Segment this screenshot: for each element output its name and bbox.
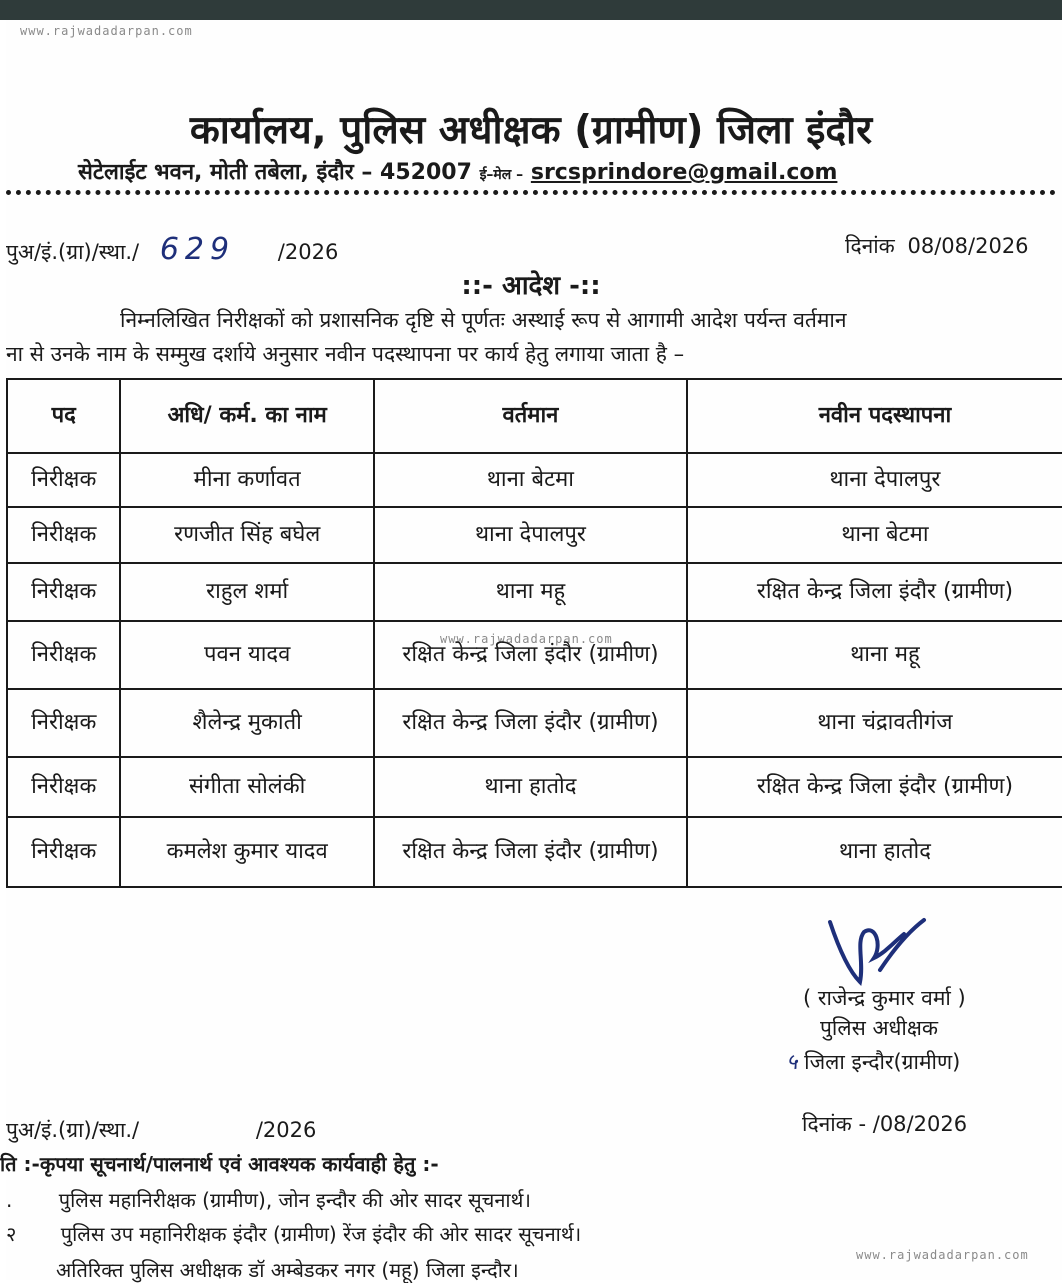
office-title: कार्यालय, पुलिस अधीक्षक (ग्रामीण) जिला इंदौर <box>189 108 873 153</box>
copy-date: दिनांक - /08/2026 <box>802 1112 968 1136</box>
header-new-posting: नवीन पदस्थापना <box>687 379 1062 453</box>
cell-new-posting: रक्षित केन्द्र जिला इंदौर (ग्रामीण) <box>687 757 1062 817</box>
cell-name: मीना कर्णावत <box>120 453 374 507</box>
copy-item-text: अतिरिक्त पुलिस अधीक्षक डॉ अम्बेडकर नगर (महू) जिला इन्दौर। <box>56 1258 519 1282</box>
table-row <box>7 757 1062 817</box>
cell-name: पवन यादव <box>120 621 374 689</box>
cell-current: थाना महू <box>374 563 687 621</box>
copy-item-text: पुलिस महानिरीक्षक (ग्रामीण), जोन इन्दौर की ओर सादर सूचनार्थ। <box>58 1188 531 1212</box>
watermark-center: www.rajwadadarpan.com <box>440 632 613 646</box>
copy-heading: ति :-कृपया सूचनार्थ/पालनार्थ एवं आवश्यक कार्यवाही हेतु :- <box>0 1152 439 1176</box>
header-divider <box>6 182 1056 195</box>
copy-item <box>6 1256 519 1283</box>
ref-prefix: पुअ/इं.(ग्रा)/स्था./ <box>6 240 140 264</box>
cell-current: थाना हातोद <box>374 757 687 817</box>
order-paragraph-line-1: निम्नलिखित निरीक्षकों को प्रशासनिक दृष्टि से पूर्णतः अस्थाई रूप से आगामी आदेश पर्यन्त वर्तमान <box>120 308 847 332</box>
ref-year: /2026 <box>277 240 339 264</box>
cell-current: रक्षित केन्द्र जिला इंदौर (ग्रामीण) <box>374 689 687 757</box>
table-row <box>7 817 1062 887</box>
order-reference <box>6 232 338 267</box>
cell-new-posting: थाना देपालपुर <box>687 453 1062 507</box>
cell-name: कमलेश कुमार यादव <box>120 817 374 887</box>
table-row <box>7 453 1062 507</box>
cell-current: थाना देपालपुर <box>374 507 687 563</box>
copy-ref-year: /2026 <box>255 1118 317 1142</box>
copy-item-number: २ <box>6 1222 17 1246</box>
cell-name: राहुल शर्मा <box>120 563 374 621</box>
copy-ref-prefix: पुअ/इं.(ग्रा)/स्था./ <box>6 1118 140 1142</box>
watermark-bottom: www.rajwadadarpan.com <box>856 1248 1029 1262</box>
copy-reference <box>6 1116 316 1144</box>
signatory-name: ( राजेन्द्र कुमार वर्मा ) <box>803 986 966 1010</box>
cell-new-posting: थाना महू <box>687 621 1062 689</box>
table-row <box>7 563 1062 621</box>
cell-new-posting: थाना हातोद <box>687 817 1062 887</box>
cell-post: निरीक्षक <box>7 563 120 621</box>
cell-new-posting: थाना बेटमा <box>687 507 1062 563</box>
copy-item-number: . <box>6 1188 13 1212</box>
cell-post: निरीक्षक <box>7 757 120 817</box>
email-label: ई–मेल – <box>479 167 524 183</box>
date-value: 08/08/2026 <box>907 234 1029 258</box>
top-bar <box>0 0 1062 20</box>
ref-number: 629 <box>159 232 236 267</box>
sign-mark-5: ५ <box>786 1050 798 1075</box>
cell-post: निरीक्षक <box>7 507 120 563</box>
cell-post: निरीक्षक <box>7 689 120 757</box>
cell-name: संगीता सोलंकी <box>120 757 374 817</box>
signatory-designation: पुलिस अधीक्षक <box>820 1016 939 1040</box>
header-name: अधि/ कर्म. का नाम <box>120 379 374 453</box>
posting-table <box>6 378 1062 888</box>
signature-mark <box>820 912 930 992</box>
cell-post: निरीक्षक <box>7 621 120 689</box>
order-title: ::- आदेश -:: <box>461 271 601 301</box>
cell-current: रक्षित केन्द्र जिला इंदौर (ग्रामीण) <box>374 621 687 689</box>
table-row <box>7 621 1062 689</box>
cell-post: निरीक्षक <box>7 817 120 887</box>
copy-item <box>6 1220 581 1247</box>
cell-new-posting: रक्षित केन्द्र जिला इंदौर (ग्रामीण) <box>687 563 1062 621</box>
email-address: srcsprindore@gmail.com <box>530 160 838 185</box>
order-date <box>845 232 1029 260</box>
copy-item <box>6 1186 531 1213</box>
cell-name: रणजीत सिंह बघेल <box>120 507 374 563</box>
order-paragraph-line-2: ना से उनके नाम के सम्मुख दर्शाये अनुसार नवीन पदस्थापना पर कार्य हेतु लगाया जाता है – <box>6 342 685 366</box>
cell-current: रक्षित केन्द्र जिला इंदौर (ग्रामीण) <box>374 817 687 887</box>
header-current: वर्तमान <box>374 379 687 453</box>
cell-post: निरीक्षक <box>7 453 120 507</box>
date-label: दिनांक <box>845 234 895 258</box>
header-post: पद <box>7 379 120 453</box>
table-row <box>7 507 1062 563</box>
district-text: जिला इन्दौर(ग्रामीण) <box>804 1050 961 1074</box>
cell-name: शैलेन्द्र मुकाती <box>120 689 374 757</box>
cell-new-posting: थाना चंद्रावतीगंज <box>687 689 1062 757</box>
address-text: सेटेलाईट भवन, मोती तबेला, इंदौर – 452007 <box>78 160 472 185</box>
table-row <box>7 689 1062 757</box>
watermark-top: www.rajwadadarpan.com <box>20 24 193 38</box>
copy-item-text: पुलिस उप महानिरीक्षक इंदौर (ग्रामीण) रेंज इंदौर की ओर सादर सूचनार्थ। <box>60 1222 582 1246</box>
cell-current: थाना बेटमा <box>374 453 687 507</box>
signatory-district <box>786 1046 960 1076</box>
table-header-row <box>7 379 1062 453</box>
